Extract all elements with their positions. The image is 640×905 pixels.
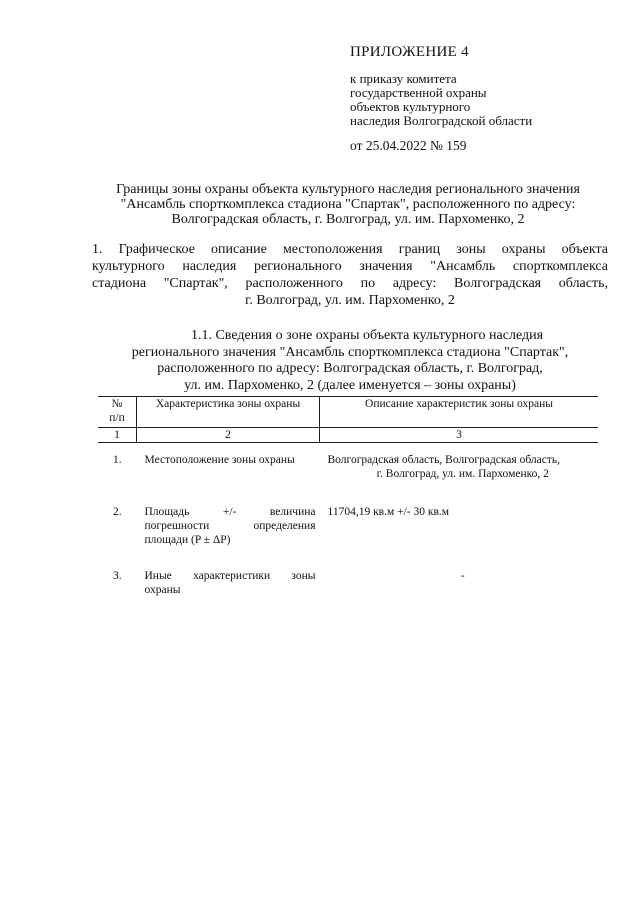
row-number: 3. [112,570,122,582]
column-number: 3 [320,428,599,443]
reference-line: объектов культурного [350,99,471,114]
table-row [98,451,598,481]
table-row [98,567,598,597]
column-number: 1 [98,428,137,443]
row-characteristic: Площадь +/- величина погрешности определения площади (P ± ΔP) [144,506,316,546]
reference-line: наследия Волгоградской области [350,113,533,128]
column-number-row [98,428,598,443]
reference-line: к приказу комитета [350,71,457,86]
column-number: 2 [137,428,320,443]
reference-line: государственной охраны [350,85,487,100]
row-number: 1. [112,454,122,466]
title-line: Границы зоны охраны объекта культурного наследия регионального значения [116,182,580,197]
row-description: - [460,570,465,582]
row-number: 2. [112,506,122,518]
document-title [88,182,608,227]
header-characteristic: Характеристика зоны охраны [137,397,320,428]
section-line: стадиона "Спартак", расположенного по адресу: Волгоградская область, [92,276,608,291]
header-description: Описание характеристик зоны охраны [320,397,599,428]
section-line: культурного наследия регионального значения "Ансамбль спорткомплекса [92,259,608,274]
title-line: Волгоградская область, г. Волгоград, ул. им. Пархоменко, 2 [171,212,525,227]
appendix-reference [350,72,532,128]
area-formula: (P ± ΔP) [190,534,231,546]
row-characteristic: Местоположение зоны охраны [144,454,295,466]
subsection-line: ул. им. Пархоменко, 2 (далее именуется – зоны охраны) [184,377,516,393]
section-line: 1. Графическое описание местоположения границ зоны охраны объекта [92,242,608,257]
zone-info-table [98,396,598,597]
appendix-title: ПРИЛОЖЕНИЕ 4 [350,44,469,60]
table-row [98,503,598,547]
row-description: Волгоградская область, Волгоградская область, г. Волгоград, ул. им. Пархоменко, 2 [327,454,560,480]
order-date-number: от 25.04.2022 № 159 [350,138,467,153]
section-line: г. Волгоград, ул. им. Пархоменко, 2 [245,293,455,308]
subsection-1-1-heading [92,328,608,394]
row-characteristic: Иные характеристики зоны охраны [144,570,316,596]
section-1-heading [92,241,608,309]
subsection-line: 1.1. Сведения о зоне охраны объекта культурного наследия [190,328,544,343]
header-number: № п/п [98,397,137,428]
table-header-row [98,397,598,428]
subsection-line: регионального значения "Ансамбль спорткомплекса стадиона "Спартак", [131,344,569,360]
row-description: 11704,19 кв.м +/- 30 кв.м [327,506,450,518]
title-line: "Ансамбль спорткомплекса стадиона "Спартак", расположенного по адресу: [120,197,576,212]
subsection-line: расположенного по адресу: Волгоградская область, г. Волгоград, [157,361,543,376]
